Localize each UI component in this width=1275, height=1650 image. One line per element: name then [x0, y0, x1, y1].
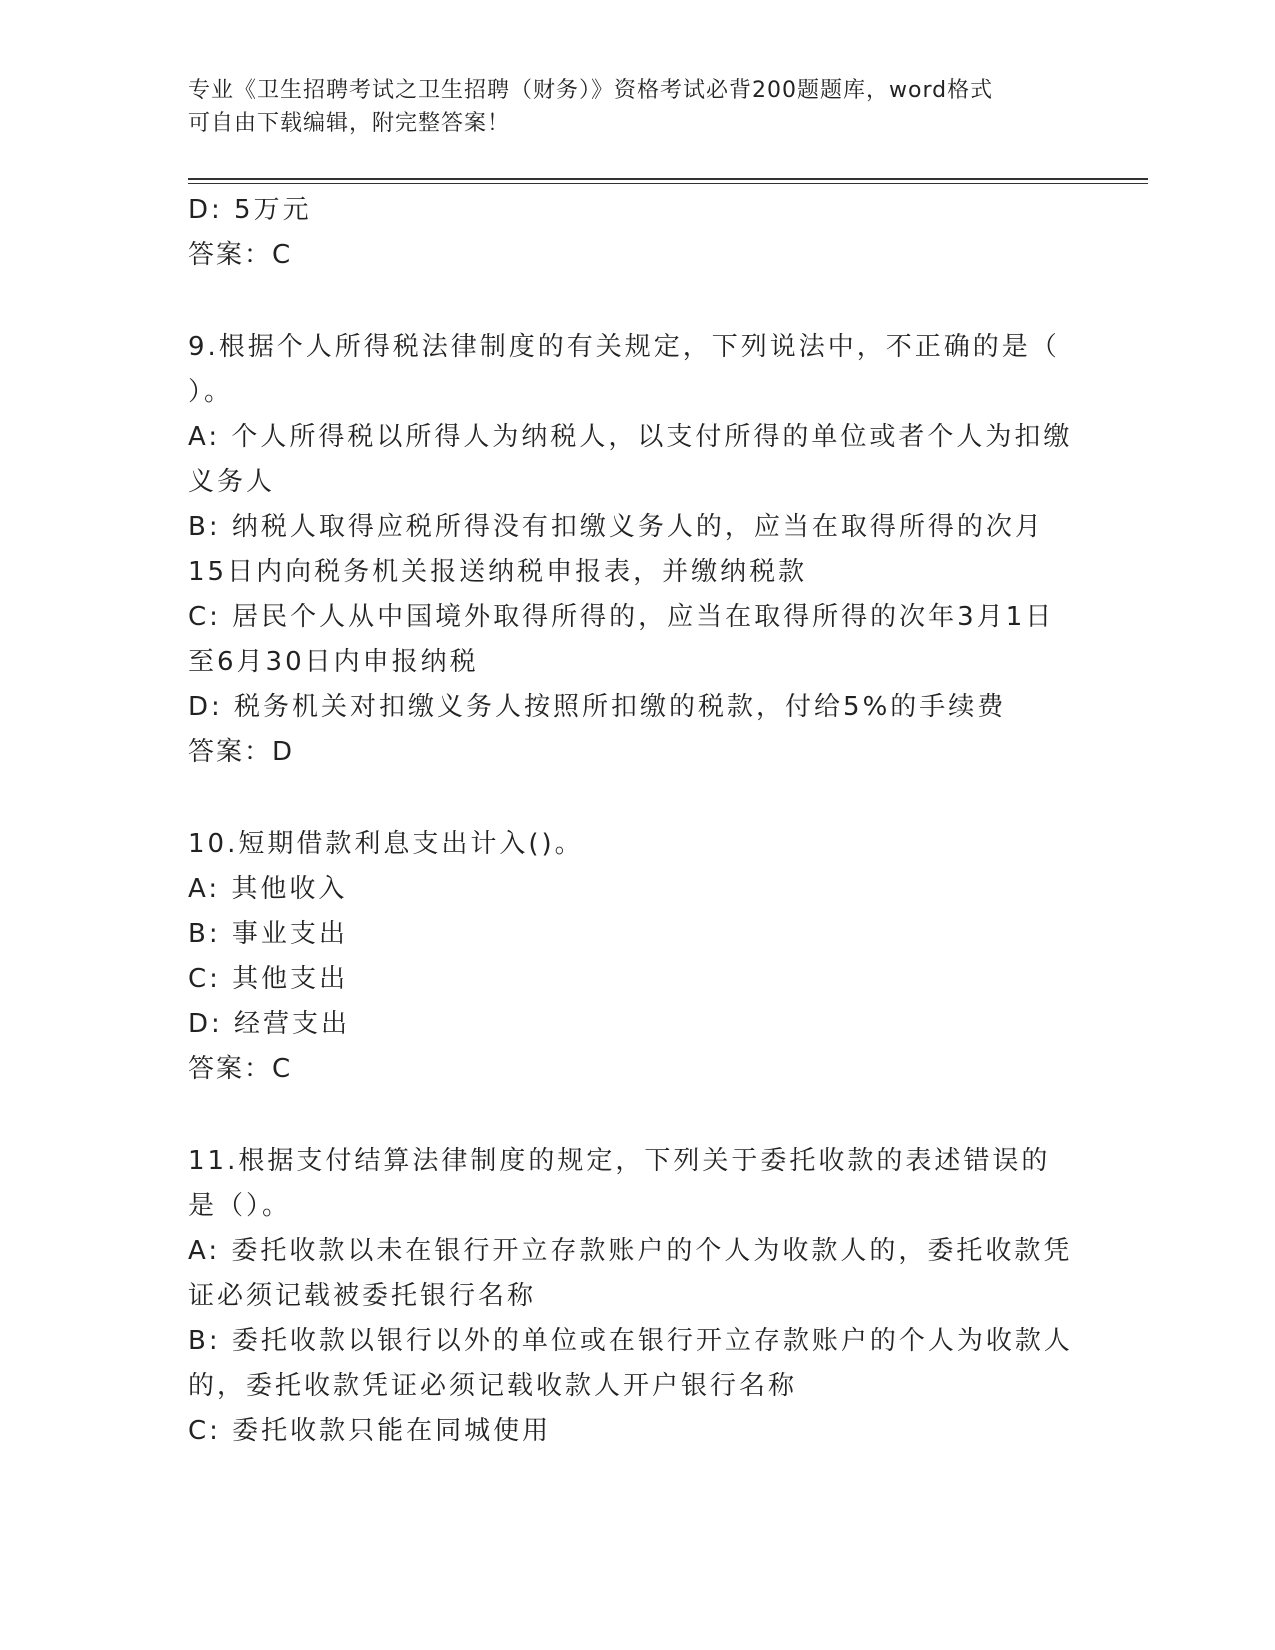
question-list: [188, 188, 1078, 1454]
option-b: B: 委托收款以银行以外的单位或在银行开立存款账户的个人为收款人的，委托收款凭证必须记载收款人开户银行名称: [188, 1326, 1073, 1401]
header-divider-thick: [188, 178, 1148, 180]
option-c: C: 委托收款只能在同城使用: [188, 1416, 552, 1446]
question-block-9: [188, 325, 1078, 775]
header-line-2: 可自由下载编辑，附完整答案！: [188, 111, 511, 136]
question-block-previous: [188, 188, 1078, 278]
question-stem: 11.根据支付结算法律制度的规定，下列关于委托收款的表述错误的是（）。: [188, 1146, 1051, 1221]
question-block-11: [188, 1139, 1078, 1454]
header-divider-thin: [188, 183, 1148, 184]
option-c: C: 居民个人从中国境外取得所得的，应当在取得所得的次年3月1日至6月30日内申报纳税: [188, 602, 1055, 677]
question-stem: 10.短期借款利息支出计入()。: [188, 829, 584, 859]
question-stem: 9.根据个人所得税法律制度的有关规定，下列说法中，不正确的是（ ）。: [188, 332, 1060, 407]
option-d: D: 税务机关对扣缴义务人按照所扣缴的税款，付给5%的手续费: [188, 692, 1007, 722]
option-a: A: 委托收款以未在银行开立存款账户的个人为收款人的，委托收款凭证必须记载被委托银行名称: [188, 1236, 1073, 1311]
option-c: C: 其他支出: [188, 964, 349, 994]
option-b: B: 纳税人取得应税所得没有扣缴义务人的，应当在取得所得的次月15日内向税务机关报送纳税申报表，并缴纳税款: [188, 512, 1044, 587]
option-b: B: 事业支出: [188, 919, 348, 949]
document-header: [188, 74, 1068, 140]
question-block-10: [188, 822, 1078, 1092]
option-d: D: 5万元: [188, 195, 312, 225]
option-a: A: 其他收入: [188, 874, 348, 904]
answer-label: 答案：C: [188, 240, 293, 270]
answer-label: 答案：D: [188, 737, 295, 767]
answer-label: 答案：C: [188, 1054, 293, 1084]
option-d: D: 经营支出: [188, 1009, 351, 1039]
header-line-1: 专业《卫生招聘考试之卫生招聘（财务）》资格考试必背200题题库，word格式: [188, 78, 994, 103]
option-a: A: 个人所得税以所得人为纳税人，以支付所得的单位或者个人为扣缴义务人: [188, 422, 1073, 497]
